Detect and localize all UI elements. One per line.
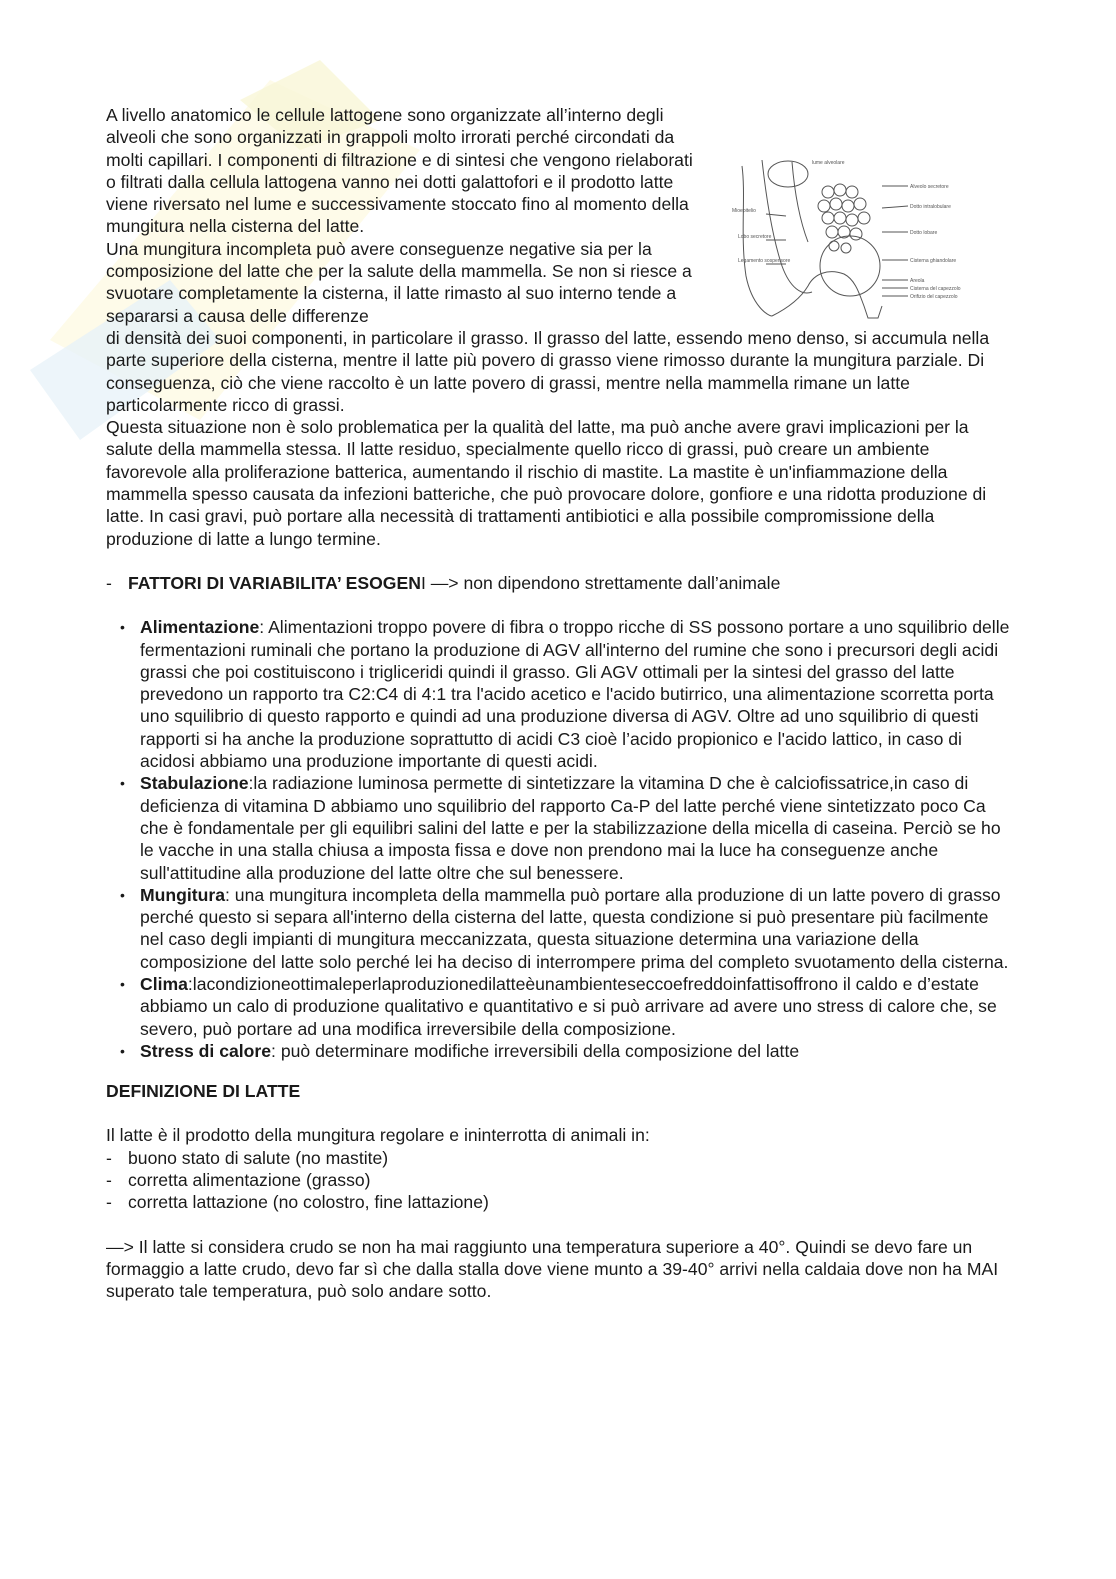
factor-text: : può determinare modifiche irreversibili della composizione del latte	[271, 1040, 800, 1061]
list-item	[106, 1147, 1011, 1169]
factor-term: Mungitura	[140, 884, 226, 905]
figure-label-cisterna-capezzolo: Cisterna del capezzolo	[910, 286, 961, 292]
list-item	[120, 616, 1011, 772]
definizione-item: buono stato di salute (no mastite)	[128, 1147, 389, 1168]
factor-term: Stabulazione	[140, 773, 249, 794]
list-item	[106, 1191, 1011, 1213]
fattori-title: FATTORI DI VARIABILITA’ ESOGEN	[128, 572, 421, 593]
factor-term: Clima	[140, 973, 188, 994]
document-body	[106, 104, 1011, 1303]
bullet-marker: •	[120, 886, 125, 903]
intro-paragraph-1: A livello anatomico le cellule lattogene sono organizzate all’interno degli alveoli che sono organizzati in grappoli molto irrorati perché circondati da molti capillari. I componenti di filtrazione e di sintesi che vengono rielaborati o filtrati dalla cellula lattogena vanno nei dotti galattofori e il prodotto latte viene riversato nel lume e successivamente stoccato fino al momento della mungitura nella cisterna del latte.	[106, 105, 693, 237]
figure-label-lume: lume alveolare	[812, 160, 845, 166]
fattori-subtitle: —> non dipendono strettamente dall’animale	[425, 572, 781, 593]
fattori-heading-row	[106, 572, 1011, 594]
figure-label-dotto-lobare: Dotto lobare	[910, 230, 938, 236]
figure-label-mioepitelio: Mioepitelio	[732, 208, 756, 214]
factor-term: Stress di calore	[140, 1040, 272, 1061]
factor-text: :lacondizioneottimaleperlaproduzionedilatteèunambienteseccoefreddoinfattisoffrono il caldo e d’estate abbiamo un calo di produzione qualitativo e quantitativo e si può arrivare ad avere uno stress di calore che, se severo, può portare ad una modifica irreversibile della composizione.	[140, 973, 997, 1039]
definizione-item: corretta lattazione (no colostro, fine lattazione)	[128, 1192, 489, 1213]
intro-paragraph-2-narrow: Una mungitura incompleta può avere conseguenze negative sia per la composizione del latte che per la salute della mammella. Se non si riesce a svuotare completamente la cisterna, il latte rimasto al suo interno tende a separarsi a causa delle differenze	[106, 238, 692, 326]
dash-marker: -	[106, 1170, 112, 1191]
list-item	[120, 1040, 1011, 1062]
figure-label-areola: Areola	[910, 278, 925, 284]
dash-marker: -	[106, 1147, 112, 1168]
bullet-marker: •	[120, 975, 125, 992]
figure-label-legamento: Legamento sospensore	[738, 258, 791, 264]
intro-paragraph-3: Questa situazione non è solo problematica per la qualità del latte, ma può anche avere gravi implicazioni per la salute della mammella stessa. Il latte residuo, specialmente quello ricco di grassi, può creare un ambiente favorevole alla proliferazione batterica, aumentando il rischio di mastite. La mastite è un'infiammazione della mammella spesso causata da infezioni batteriche, che può provocare dolore, gonfiore e una ridotta produzione di latte. In casi gravi, può portare alla necessità di trattamenti antibiotici e alla possibile compromissione della produzione di latte a lungo termine.	[106, 417, 987, 549]
fattori-heading	[128, 572, 1011, 594]
figure-label-alveolo: Alveolo secretore	[910, 184, 949, 190]
bullet-marker: •	[120, 619, 125, 636]
factor-text: : Alimentazioni troppo povere di fibra o troppo ricche di SS possono portare a uno squilibrio delle fermentazioni ruminali che portano la produzione di AGV all'interno del rumine che sono i precursori degli acidi grassi che poi costituiscono i trigliceridi quindi il grasso. Gli AGV ottimali per la sintesi del grasso del latte prevedono un rapporto tra C2:C4 di 4:1 tra l'acido acetico e l'acido butirrico, una alimentazione scorretta porta uno squilibrio di questo rapporto e quindi ad una produzione diversa di AGV. Oltre ad uno squilibrio di questi rapporti si ha anche la produzione soprattutto di acidi C3 cioè l’acido propionico e l'acido lattico, in caso di acidosi abbiamo una produzione importante di questi acidi.	[140, 617, 1010, 772]
list-item	[120, 973, 1011, 1040]
definizione-intro: Il latte è il prodotto della mungitura regolare e ininterrotta di animali in:	[106, 1125, 650, 1146]
figure-label-orifizio: Orifizio del capezzolo	[910, 294, 958, 300]
bullet-marker: •	[120, 1042, 125, 1059]
dash-marker: -	[106, 572, 112, 593]
intro-paragraph-2-wide: di densità dei suoi componenti, in particolare il grasso. Il grasso del latte, essendo meno denso, si accumula nella parte superiore della cisterna, mentre il latte più povero di grasso viene rimosso durante la mungitura parziale. Di conseguenza, ciò che viene raccolto è un latte povero di grassi, mentre nella mammella rimane un latte particolarmente ricco di grassi.	[106, 327, 990, 415]
list-item	[120, 884, 1011, 973]
bullet-marker: •	[120, 775, 125, 792]
list-item	[120, 772, 1011, 883]
definizione-note: —> Il latte si considera crudo se non ha mai raggiunto una temperatura superiore a 40°. Quindi se devo fare un formaggio a latte crudo, devo far sì che dalla stalla dove viene munto a 39-40° arrivi nella caldaia dove non ha MAI superato tale temperatura, può solo andare sotto.	[106, 1236, 999, 1302]
fattori-title-tail: I	[420, 572, 426, 593]
mammary-gland-diagram	[732, 156, 972, 322]
factor-text: :la radiazione luminosa permette di sintetizzare la vitamina D che è calciofissatrice,in caso di deficienza di vitamina D abbiamo uno squilibrio del rapporto Ca-P del latte perché viene sintetizzato poco Ca che è fondamentale per gli equilibri salini del latte e per la stabilizzazione della micella di caseina. Perciò se ho le vacche in una stalla chiusa a imposta fissa e dove non prendono mai la luce ha conseguenze anche sull'attitudine alla produzione del latte oltre che sul benessere.	[140, 773, 1001, 883]
definizione-heading: DEFINIZIONE DI LATTE	[106, 1081, 301, 1102]
factor-text: : una mungitura incompleta della mammella può portare alla produzione di un latte povero di grasso perché questo si separa all'interno della cisterna del latte, questa condizione si può presentare più facilmente nel caso degli impianti di mungitura meccanizzata, questa situazione determina una variazione della composizione del latte solo perché lei ha deciso di interrompere prima del completo svuotamento della cisterna.	[140, 884, 1009, 972]
intro-narrow-column	[106, 104, 706, 327]
definizione-item: corretta alimentazione (grasso)	[128, 1170, 371, 1191]
figure-label-dotto-intralobulare: Dotto intralobulare	[910, 204, 951, 210]
intro-section	[106, 104, 1011, 550]
figure-label-lobo: Lobo secretore	[738, 234, 772, 240]
factor-term: Alimentazione	[140, 617, 260, 638]
figure-label-cisterna-ghiandolare: Cisterna ghiandolare	[910, 258, 957, 264]
dash-marker: -	[106, 1192, 112, 1213]
fattori-list	[106, 616, 1011, 1062]
list-item	[106, 1169, 1011, 1191]
